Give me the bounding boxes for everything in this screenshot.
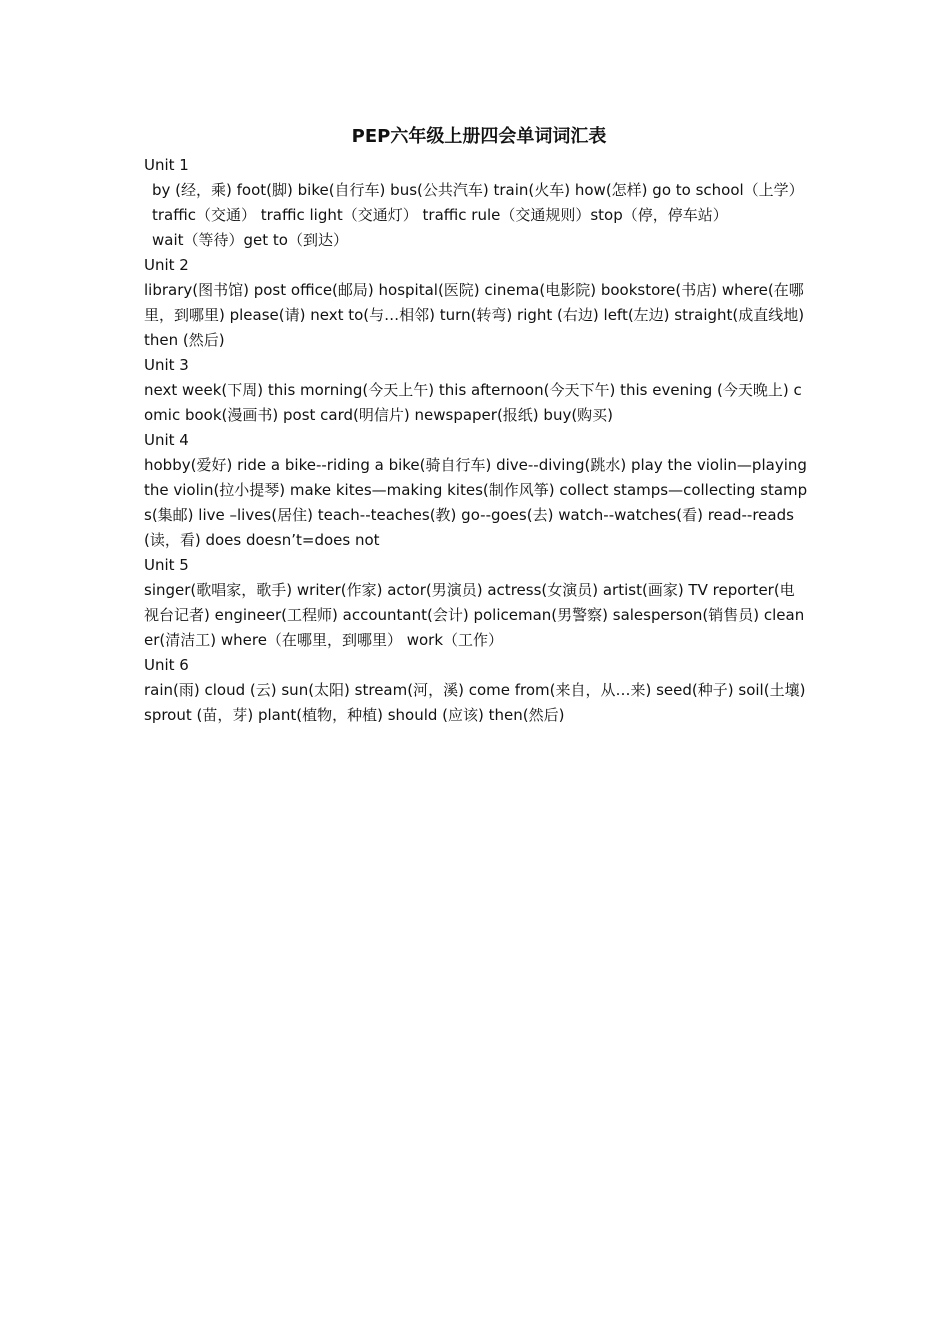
document-content — [144, 123, 808, 728]
unit-section-3 — [144, 353, 808, 428]
unit-heading: Unit 5 — [144, 556, 189, 574]
unit-heading: Unit 1 — [144, 156, 189, 174]
unit-section-2 — [144, 253, 808, 353]
unit-section-1 — [144, 153, 808, 253]
unit-vocab-line: hobby(爱好) ride a bike--riding a bike(骑自行车) dive--diving(跳水) play the violin—playing the violin(拉小提琴) make kites—making kites(制作风筝) collect stamps—collecting stamps(集邮) live –lives(居住) teach--teaches(教) go--goes(去) watch--watches(看) read--reads(读，看) does doesn’t=does not — [144, 456, 808, 549]
unit-section-4 — [144, 428, 808, 553]
unit-vocab-line: singer(歌唱家，歌手) writer(作家) actor(男演员) actress(女演员) artist(画家) TV reporter(电视台记者) engineer(工程师) accountant(会计) policeman(男警察) salesperson(销售员) cleaner(清洁工) where（在哪里，到哪里） work（工作） — [144, 581, 805, 649]
unit-heading: Unit 3 — [144, 356, 189, 374]
unit-vocab-line: by (经，乘) foot(脚) bike(自行车) bus(公共汽车) train(火车) how(怎样) go to school（上学）traffic（交通） traffic light（交通灯） traffic rule（交通规则）stop（停，停车站） — [152, 181, 804, 224]
unit-heading: Unit 6 — [144, 656, 189, 674]
unit-vocab-line: library(图书馆) post office(邮局) hospital(医院) cinema(电影院) bookstore(书店) where(在哪里，到哪里) please(请) next to(与…相邻) turn(转弯) right (右边) left(左边) straight(成直线地) then (然后) — [144, 281, 805, 349]
unit-section-5 — [144, 553, 808, 653]
document-title: PEP六年级上册四会单词词汇表 — [351, 126, 607, 147]
unit-heading: Unit 4 — [144, 431, 189, 449]
unit-heading: Unit 2 — [144, 256, 189, 274]
unit-section-6 — [144, 653, 808, 728]
unit-vocab-line: wait（等待）get to（到达） — [152, 231, 348, 249]
unit-vocab-line: next week(下周) this morning(今天上午) this afternoon(今天下午) this evening (今天晚上) comic book(漫画书) post card(明信片) newspaper(报纸) buy(购买) — [144, 381, 802, 424]
unit-vocab-line: rain(雨) cloud (云) sun(太阳) stream(河，溪) come from(来自，从…来) seed(种子) soil(土壤) sprout (苗，芽) plant(植物，种植) should (应该) then(然后) — [144, 681, 806, 724]
